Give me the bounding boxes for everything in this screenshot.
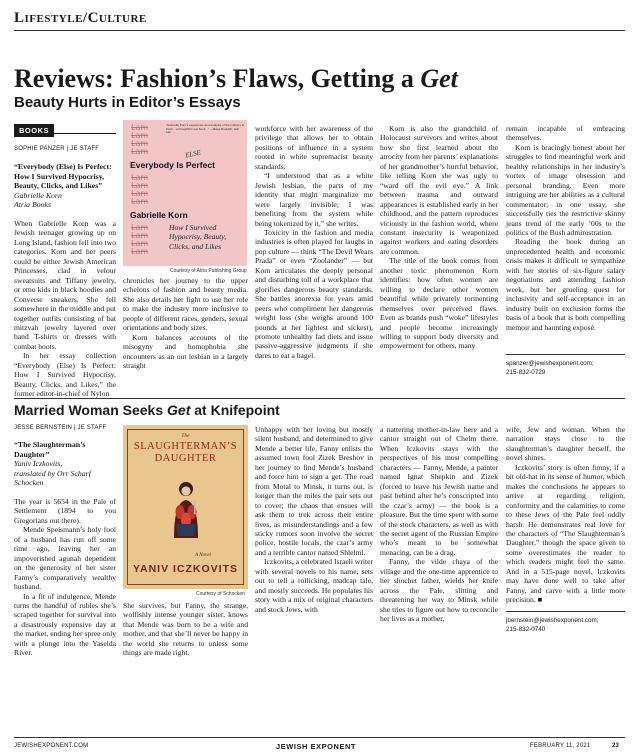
paragraph: remain incapable of embracing themselves. xyxy=(506,124,625,143)
cover-the: The xyxy=(181,433,190,439)
cover-strike-word: Lam xyxy=(131,231,149,240)
contact-phone: 215-832-0729 xyxy=(506,368,546,376)
article1-headline-text: Reviews: Fashion’s Flaws, Getting a xyxy=(14,64,421,93)
footer-rule xyxy=(14,737,625,738)
footer-paper-name: JEWISH EXPONENT xyxy=(276,742,357,751)
cover-title: Everybody Is Perfect xyxy=(130,160,216,170)
paragraph: Fanny, the vilde chaya of the village and the one-time apprentice to her shochet father, wields her knife across the Pale, slitting and threatening her way to Minsk while she tries to figure out how to reconcile her lives as a mother, xyxy=(380,557,498,624)
paragraph: She survives, but Fanny, the strange, wolfishly intense younger sister, knows that Mende was born to be a wife and mother, and that she’ll never be happy in the world she returns to unless some things are made right. xyxy=(123,601,248,658)
article2-headline xyxy=(14,402,280,418)
cover-strike-word: Lam xyxy=(131,189,149,198)
cover-strike-word: Lam xyxy=(131,173,149,182)
category-label: BOOKS xyxy=(14,124,54,137)
book-author: Gabrielle Korn xyxy=(14,190,62,200)
cover-title-line-1: SLAUGHTERMAN’S xyxy=(133,441,238,452)
contact-email: spanzer@jewishexponent.com; xyxy=(506,359,594,367)
paragraph: a nattering mother-in-law here and a cantor straight out of Chelm there. When Iczkovits stays with the perspectives of his most compelling characters — Fanny, Mende, a painter named Ignat Shepkin and Zizek (forced to leave his Jewish name and past behind after he’s conscripted into the czar’s army) — the book is a pleasure. But the time spent with some of the stock characters, as well as with the secret agent of the Russian Empire who’s meant to be somewhat menacing, can be a drag. xyxy=(380,425,498,557)
cover-credit: Courtesy of Atria Publishing Group xyxy=(170,268,247,274)
paragraph: Unhappy with her loving but mostly silent husband, and determined to give Mende a better life, Fanny enlists the assumed town fool Zizek Breshov in her journey to find Mende’s husband and force him to sign a get. The road from Motal to Minsk, it turns out, is longer than the miles the pair sets out to cover; the chaos that ensues will ask them to trek across their entire lives, as misunderstandings and a few sticky rumors soon involve the secret police, hostile locals, the czar’s army and a terrible cantor named Shlelml. xyxy=(255,425,373,557)
book-cover-slaughtermans-daughter xyxy=(123,425,248,589)
paragraph: “I understood that as a white Jewish lesbian, the parts of my identity that might marginalize me were largely invisible; I was benefiting from the system while being tokenized by it,” she writes. xyxy=(255,171,373,228)
book-publisher: Atria Books xyxy=(14,200,52,210)
paragraph: workforce with her awareness of the privilege that allows her to obtain positions of influence in a system rooted in white supremacist beauty standards. xyxy=(255,124,373,171)
cover-author: Gabrielle Korn xyxy=(130,210,188,220)
paragraph: Korn balances accounts of the misogyny and homophobia she encounters as an out lesbian in a largely straight xyxy=(123,332,248,371)
footer-page-number: 23 xyxy=(612,743,620,749)
section-label: Lifestyle/Culture xyxy=(14,10,147,26)
cover-strike-word: Lam xyxy=(131,123,149,132)
article2-byline: JESSE BERNSTEIN | JE STAFF xyxy=(14,425,107,431)
book-cover-everybody-else-is-perfect xyxy=(123,120,247,266)
paragraph: Korn is bracingly honest about her struggles to find meaningful work and healthy relationships in her industry’s vortex of image obsession and personal branding. Even more intriguing are her abilities as a cultural commentator; in one essay, she successfully ties the restrictive skinny jeans trend of the early ’00s to the politics of the Bush administration. xyxy=(506,142,625,237)
contact-phone: 215-832-0740 xyxy=(506,625,546,633)
cover-subtitle: How I Survived Hypocrisy, Beauty, Clicks, and Likes xyxy=(169,223,227,251)
article2-column-4 xyxy=(380,425,498,624)
cover-strike-word: Lam xyxy=(131,223,149,232)
contact-email: jbernstein@jewishexponent.com; xyxy=(506,616,599,624)
article-divider xyxy=(14,398,625,399)
article1-headline-em: Get xyxy=(420,64,458,93)
paragraph: Iczkovits, a celebrated Israeli writer with several novels to his name, sets out to tell a rollicking, madcap tale, and mostly succeeds. He populates his story with a mix of original characters and stock Jews, with xyxy=(255,557,373,614)
article2-column-1 xyxy=(14,440,116,658)
cover-credit: Courtesy of Schocken xyxy=(196,591,245,597)
article1-contact xyxy=(506,354,625,377)
cover-blurb: “Gabrielle Korn’s experience and analysis of the industry is fresh... a thoughtful new book...” —Maya Rudolph, Hair Lab xyxy=(166,123,244,135)
paragraph: chronicles her journey to the upper echelons of fashion and beauty media. She also details her fight to use her role to make the industry more inclusive to people of different races, genders, sexual orientations and body sizes. xyxy=(123,276,248,333)
paragraph: In a fit of indulgence, Mende turns the handful of rubles she’s scraped together for survival into a disastrously expensive day at the market, ending her spree only with a plunge into the Yaselda River. xyxy=(14,591,116,658)
paragraph: wife, Jew and woman. When the narration stays close to the slaughterman’s daughter herself, the novel shines. xyxy=(506,425,625,463)
category-rule xyxy=(14,133,116,134)
woman-portrait-ornament-icon xyxy=(168,480,204,538)
cover-strike-word: Lam xyxy=(131,147,149,156)
book-author: Yaniv Iczkovits, xyxy=(14,459,63,469)
article2-headline-text: Married Woman Seeks xyxy=(14,402,168,418)
paragraph: Toxicity in the fashion and media industries is often played for laughs in pop culture — think “The Devil Wears Prada” or even “Zoolander” — but Korn articulates the deeply personal and disturbing toll of a workplace that glorifies dangerous beauty standards. She battles anorexia for years amid peers who compliment her dangerous weight loss (she weighs around 100 pounds at her lightest and sickest), promote unhealthy fad diets and issue passive-aggressive judgments if she dares to eat a bagel. xyxy=(255,227,373,360)
cover-novel: A Novel xyxy=(195,553,211,558)
article1-column-3 xyxy=(255,124,373,360)
article2-column-2 xyxy=(123,601,248,658)
footer-date: FEBRUARY 11, 2021 xyxy=(530,743,591,749)
cover-else: ELSE xyxy=(184,148,202,160)
article1-subhead: Beauty Hurts in Editor’s Essays xyxy=(14,94,241,111)
book-translator: translated by Orr Scharf xyxy=(14,468,91,478)
article2-column-5 xyxy=(506,425,625,634)
paragraph: In her essay collection “Everybody (Else) Is Perfect: How I Survived Hypocrisy, Beauty, Clicks, and Likes,” the former editor-in-chief of Nylon xyxy=(14,351,116,399)
article1-column-1 xyxy=(14,162,116,399)
article2-headline-end: at Knifepoint xyxy=(190,402,280,418)
cover-strike-word: Lam xyxy=(131,131,149,140)
cover-strike-word: Lam xyxy=(131,181,149,190)
cover-strike-word: Lam xyxy=(131,239,149,248)
paragraph: Mende Speismann’s holy fool of a husband has run off some time ago, leaving her an impoverished agunah dependent on the generosity of her sister Fanny’s comparatively wealthy husband. xyxy=(14,525,116,592)
cover-title xyxy=(123,441,248,465)
article1-column-2 xyxy=(123,276,248,371)
article2-contact xyxy=(506,611,625,634)
article1-byline: SOPHIE PANZER | JE STAFF xyxy=(14,146,100,152)
article2-headline-em: Get xyxy=(167,402,191,418)
article2-book-info xyxy=(14,440,116,488)
article1-column-5 xyxy=(506,124,625,377)
book-publisher: Schocken xyxy=(14,478,44,488)
book-title: “Everybody (Else) Is Perfect: How I Survived Hypocrisy, Beauty, Clicks, and Likes” xyxy=(14,162,112,191)
paragraph: Korn is also the grandchild of Holocaust survivors and writes about how she first learned about the atrocity from her parents’ explanations of her grandmother’s hurtful behavior, like telling Korn she was ugly to “ward off the evil eye.” A link between trauma and outward appearances is established early in her childhood, and the pattern reproduces viciously in the fashion world, where constant insecurity is weaponized against workers and eating disorders are common. xyxy=(380,124,498,256)
article1-column-4 xyxy=(380,124,498,351)
paragraph: The title of the book comes from another toxic phenomenon Korn identifies: how often women are willing to declare other women beautiful while privately tormenting themselves over perceived flaws. Even as brands push “woke” lifestyles and people become increasingly willing to support body diversity and empowerment for others, many xyxy=(380,256,498,351)
paragraph: Iczkovits’ story is often funny, if a bit old-hat in its sense of humor, which makes the conclusions he appears to arrive at regarding religion, conformity and the calamities to come to these Jews of the Pale feel oddly harsh. He demonstrates real love for the characters of “The Slaughterman’s Daughter,” though the space given to some overestimates the reader to which readers might feel the same. And in a 515-page novel, Iczkovits may have done well to take after Fanny, and carve with a little more precision. ■ xyxy=(506,462,625,605)
cover-strike-word: Lam xyxy=(131,139,149,148)
cover-author: YANIV ICZKOVITS xyxy=(132,563,239,575)
paragraph: The year is 5654 in the Pale of Settlement (1894 to you Gregorians out there). xyxy=(14,496,116,525)
cover-strike-word: Lam xyxy=(131,247,149,256)
article2-column-3 xyxy=(255,425,373,614)
paragraph: Reading the book during an unprecedented health and economic crisis makes it difficult to sympathize with her stories of six-figure salary negotiations and attending fashion week, but her grueling quest for inclusivity and self-acceptance in an industry built on exclusion forms the basis of a book that is both compelling memoir and haunting exposé. xyxy=(506,237,625,332)
footer-website: JEWISHEXPONENT.COM xyxy=(14,743,89,749)
paragraph: When Gabrielle Korn was a Jewish teenager growing up on Long Island, fashion fell into two categories. Korn and her peers could be either Jewish American Princesses, clad in velour sweatsuits and Tiffany jewelry, or emo kids in black hoodies and Converse sneakers. She fell somewhere in the middle and put together outfits consisting of bat mitzvah jewelry layered over band T-shirts or dresses with combat boots. xyxy=(14,218,116,351)
book-title: “The Slaughterman’s Daughter” xyxy=(14,440,86,459)
section-rule xyxy=(14,30,625,31)
article1-headline xyxy=(14,64,458,94)
article1-book-info xyxy=(14,162,116,210)
cover-title-line-2: DAUGHTER xyxy=(154,453,217,464)
cover-strike-word: Lam xyxy=(131,197,149,206)
